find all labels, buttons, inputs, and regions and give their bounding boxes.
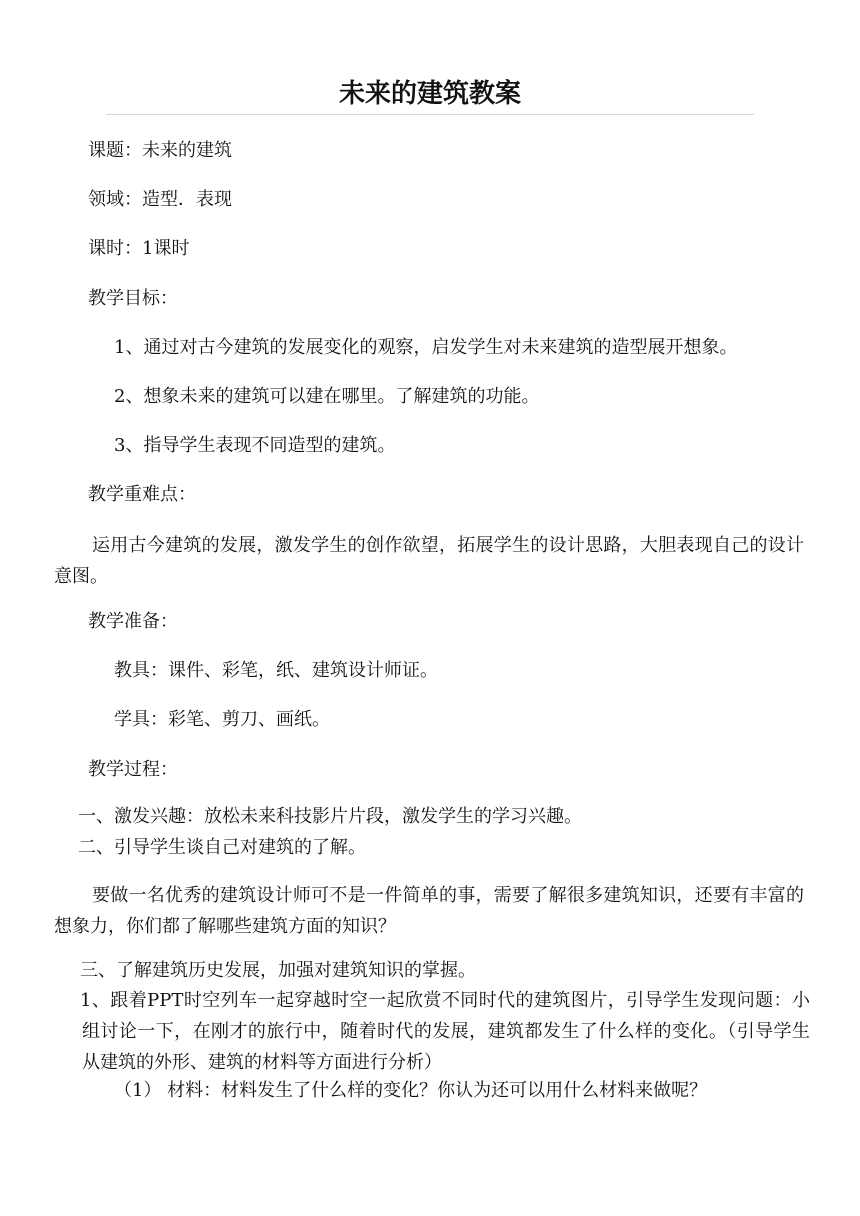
key-points-heading: 教学重难点： xyxy=(88,484,196,505)
key-points-paragraph: 运用古今建筑的发展，激发学生的创作欲望，拓展学生的设计思路，大胆表现自己的设计意图。 xyxy=(54,535,804,587)
process-heading: 教学过程： xyxy=(88,759,178,780)
step-three-item: 1、跟着PPT时空列车一起穿越时空一起欣赏不同时代的建筑图片，引导学生发现问题：小组讨论一下，在刚才的旅行中，随着时代的发展，建筑都发生了什么样的变化。（引导学生从建筑的外形、建筑的材料等方面进行分析） xyxy=(80,990,810,1073)
document-title: 未来的建筑教案 xyxy=(338,79,521,109)
student-tools-line: 学具：彩笔、剪刀、画纸。 xyxy=(114,709,330,730)
step-one-line: 一、激发兴趣：放松未来科技影片片段，激发学生的学习兴趣。 xyxy=(78,806,582,827)
objective-item: 1、通过对古今建筑的发展变化的观察，启发学生对未来建筑的造型展开想象。 xyxy=(114,337,738,358)
title-divider xyxy=(106,114,754,115)
step-two-line: 二、引导学生谈自己对建筑的了解。 xyxy=(78,837,366,858)
topic-line: 课题：未来的建筑 xyxy=(88,140,232,161)
step-three-subitem: （1） 材料：材料发生了什么样的变化？你认为还可以用什么材料来做呢？ xyxy=(114,1080,708,1101)
domain-line: 领域：造型．表现 xyxy=(88,189,232,210)
step-three-heading: 三、了解建筑历史发展，加强对建筑知识的掌握。 xyxy=(80,960,476,981)
objective-item: 3、指导学生表现不同造型的建筑。 xyxy=(114,435,396,456)
duration-line: 课时：1课时 xyxy=(88,238,190,259)
teacher-tools-line: 教具：课件、彩笔，纸、建筑设计师证。 xyxy=(114,660,438,681)
objective-item: 2、想象未来的建筑可以建在哪里。了解建筑的功能。 xyxy=(114,386,540,407)
step-two-paragraph: 要做一名优秀的建筑设计师可不是一件简单的事，需要了解很多建筑知识，还要有丰富的想象力，你们都了解哪些建筑方面的知识？ xyxy=(54,885,804,937)
preparation-heading: 教学准备： xyxy=(88,611,178,632)
objectives-heading: 教学目标： xyxy=(88,288,178,309)
